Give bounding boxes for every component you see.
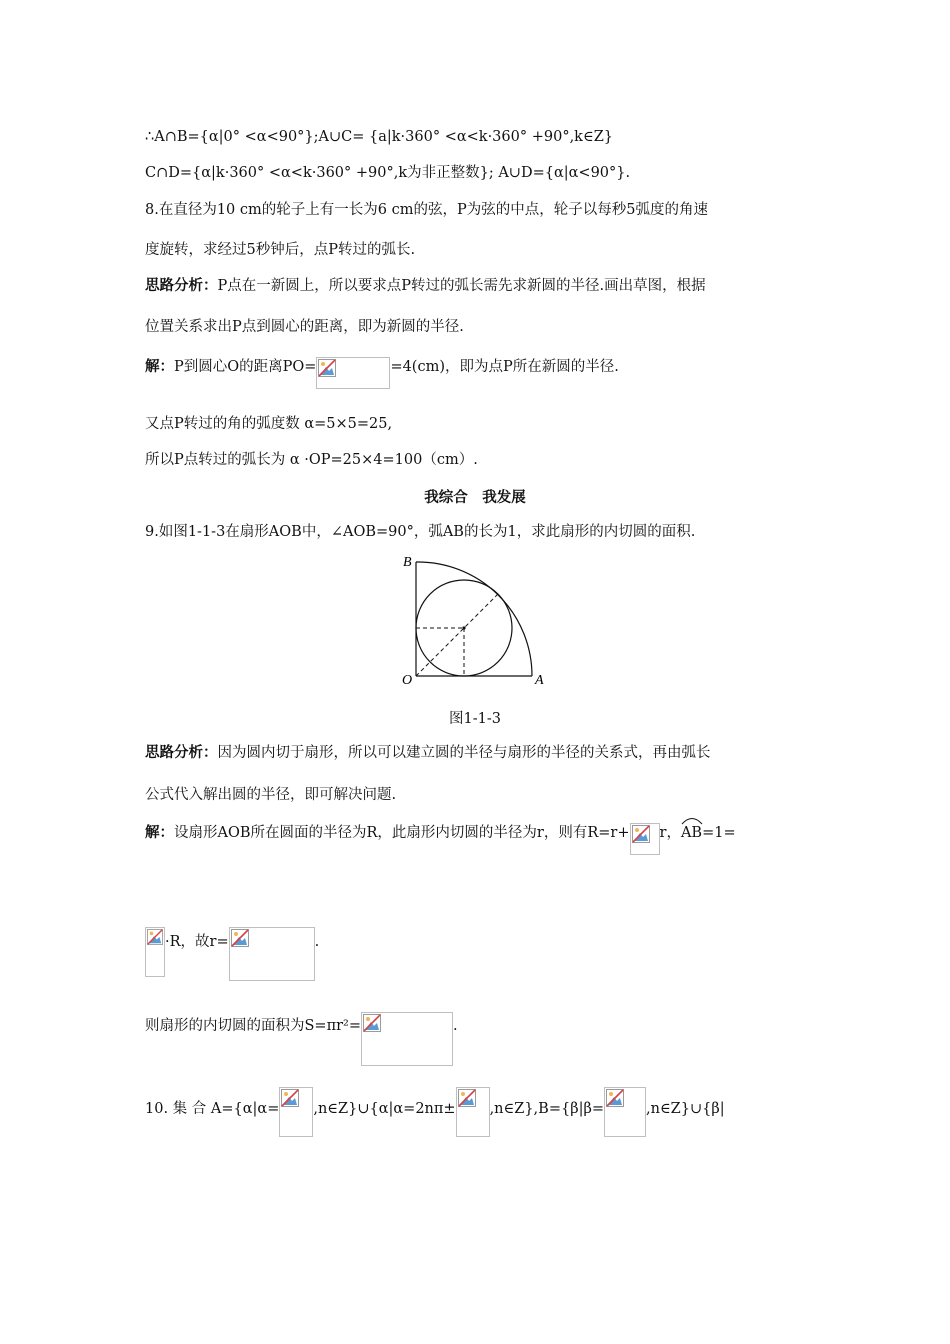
solution-text-mid: r，: [659, 825, 681, 841]
label-o: O: [402, 673, 413, 688]
figure-sector-aob: [398, 550, 558, 690]
broken-image-icon: [318, 359, 336, 377]
analysis-9-line-1: [145, 743, 711, 763]
figure-caption: 图1-1-3: [449, 711, 501, 727]
analysis-label: 思路分析：: [145, 278, 218, 294]
solution-text-post: .: [453, 1018, 458, 1034]
arc-symbol-icon: [681, 815, 703, 825]
section-heading: 我综合 我发展: [424, 490, 526, 506]
broken-image-placeholder: [361, 1012, 453, 1066]
question-8-line-1: 8.在直径为10 cm的轮子上有一长为6 cm的弦，P为弦的中点，轮子以每秒5弧度的角速: [145, 202, 708, 218]
analysis-9-line-2: 公式代入解出圆的半径，即可解决问题.: [145, 787, 397, 803]
broken-image-placeholder: [604, 1087, 646, 1137]
question-10: [145, 1087, 725, 1137]
question-9: 9.如图1-1-3在扇形AOB中，∠AOB=90°，弧AB的长为1，求此扇形的内切圆的面积.: [145, 524, 696, 540]
question-8-line-2: 度旋转，求经过5秒钟后，点P转过的弧长.: [145, 242, 416, 258]
analysis-text: 因为圆内切于扇形，所以可以建立圆的半径与扇形的半径的关系式，再由弧长: [217, 745, 711, 761]
solution-text-post: =1=: [702, 825, 736, 841]
solution-8-line-1: [145, 357, 619, 389]
solution-8-line-3: 所以P点转过的弧长为 α ·OP=25×4=100（cm）.: [145, 452, 478, 468]
dashed-diagonal: [416, 594, 498, 676]
analysis-8-line-2: 位置关系求出P点到圆心的距离，即为新圆的半径.: [145, 319, 464, 335]
q10-text-c: ,n∈Z},B={β|β=: [489, 1101, 604, 1117]
arc-ab-notation: [681, 823, 702, 843]
arc-ab-text: AB: [680, 825, 703, 841]
solution-9-line-2: [145, 927, 319, 981]
q10-text-d: ,n∈Z}∪{β|: [646, 1101, 725, 1117]
line-2: C∩D={α|k·360° <α<k·360° +90°,k为非正整数}; A∪D={α|α<90°}.: [145, 165, 631, 181]
analysis-8-line-1: [145, 276, 706, 296]
label-b: B: [403, 555, 412, 570]
solution-text-pre: P到圆心O的距离PO=: [174, 359, 317, 375]
analysis-label: 思路分析：: [145, 745, 218, 761]
broken-image-placeholder: [630, 823, 660, 855]
analysis-text: P点在一新圆上，所以要求点P转过的弧长需先求新圆的半径.画出草图，根据: [217, 278, 706, 294]
label-a: A: [535, 673, 544, 688]
solution-label: 解：: [145, 825, 174, 841]
solution-9-line-1: [145, 823, 736, 855]
solution-text-pre: 设扇形AOB所在圆面的半径为R，此扇形内切圆的半径为r，则有R=r+: [174, 825, 630, 841]
broken-image-placeholder: [145, 927, 165, 977]
broken-image-icon: [281, 1089, 299, 1107]
broken-image-icon: [363, 1014, 381, 1032]
solution-text-post: =4(cm)，即为点P所在新圆的半径.: [390, 359, 619, 375]
q10-text-b: ,n∈Z}∪{α|α=2nπ±: [313, 1101, 456, 1117]
q10-text-a: 10. 集 合 A={α|α=: [145, 1101, 280, 1117]
solution-text-mid: ·R，故r=: [165, 934, 229, 950]
broken-image-placeholder: [456, 1087, 490, 1137]
broken-image-placeholder: [229, 927, 315, 981]
broken-image-icon: [606, 1089, 624, 1107]
circle-center-dot: [462, 626, 465, 629]
broken-image-icon: [147, 929, 163, 945]
solution-text-post: .: [314, 934, 320, 950]
solution-text-pre: 则扇形的内切圆的面积为S=πr²=: [145, 1018, 362, 1034]
solution-8-line-2: 又点P转过的角的弧度数 α=5×5=25,: [145, 416, 393, 432]
broken-image-icon: [231, 929, 249, 947]
broken-image-placeholder: [316, 357, 390, 389]
broken-image-icon: [632, 825, 650, 843]
line-1: ∴A∩B={α|0° <α<90°};A∪C= {a|k·360° <α<k·360° +90°,k∈Z}: [145, 129, 614, 145]
broken-image-icon: [458, 1089, 476, 1107]
solution-label: 解：: [145, 359, 174, 375]
solution-9-line-3: [145, 1012, 458, 1066]
broken-image-placeholder: [279, 1087, 313, 1137]
